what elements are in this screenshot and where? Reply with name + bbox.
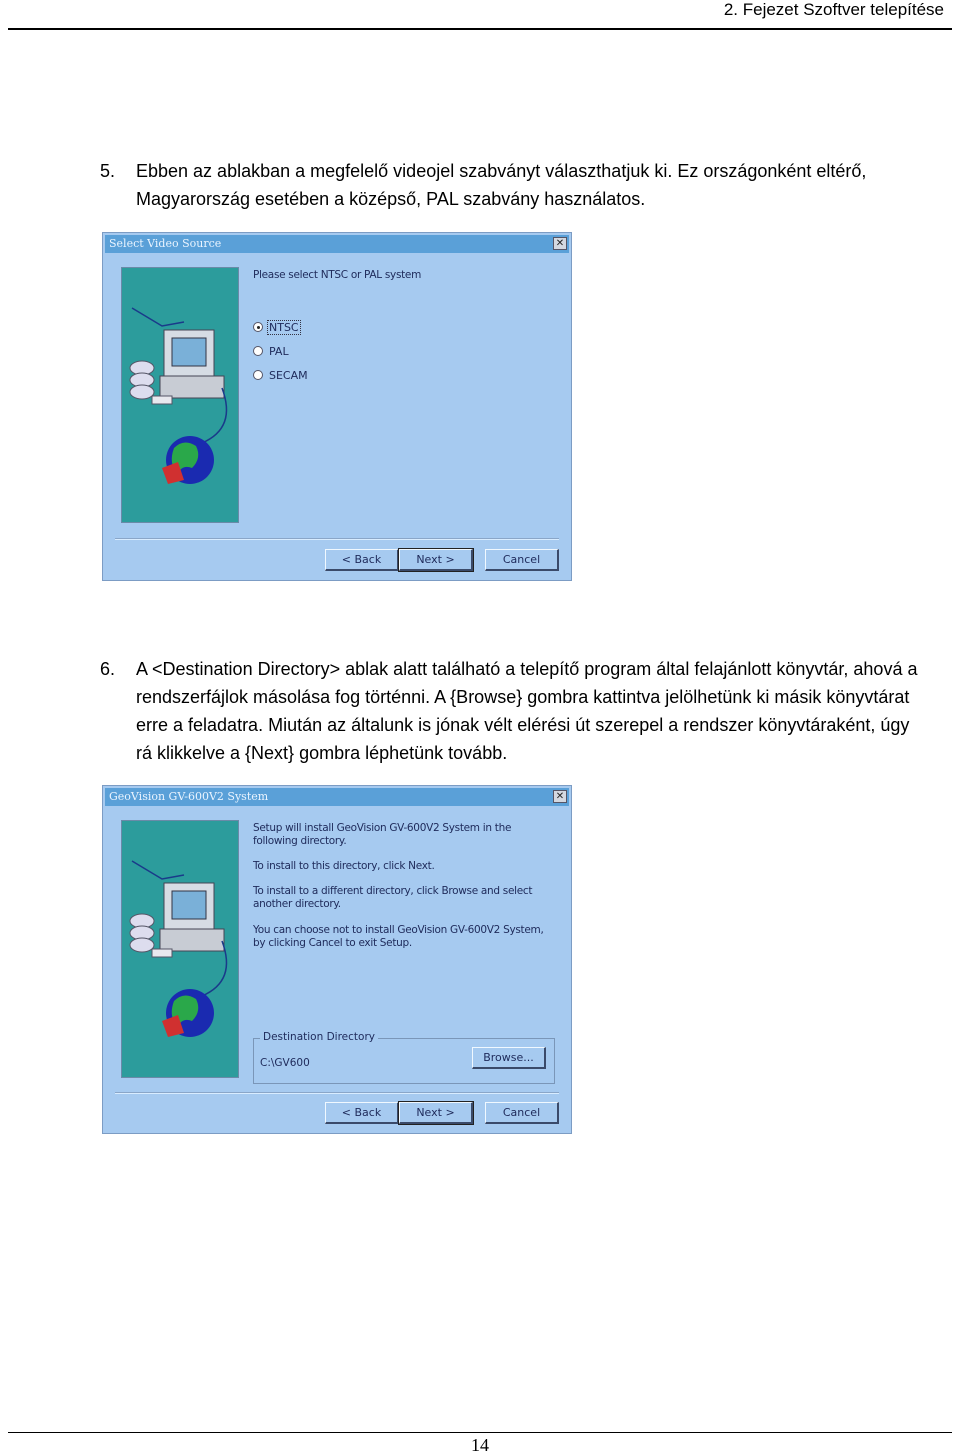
computer-icon — [122, 268, 239, 523]
prompt-text: Please select NTSC or PAL system — [253, 269, 422, 281]
footer-rule — [8, 1432, 952, 1433]
title-bar[interactable] — [105, 788, 569, 806]
select-video-source-dialog — [102, 232, 572, 581]
geovision-setup-dialog — [102, 785, 572, 1134]
radio-button[interactable] — [253, 322, 263, 332]
dialog-title: GeoVision GV-600V2 System — [109, 790, 269, 803]
radio-button[interactable] — [253, 370, 263, 380]
header-rule — [8, 28, 952, 30]
setup-illustration — [121, 267, 239, 523]
back-button[interactable]: < Back — [325, 1102, 399, 1124]
radio-label: NTSC — [269, 320, 299, 334]
cancel-button[interactable]: Cancel — [485, 549, 559, 571]
setup-illustration — [121, 820, 239, 1078]
title-bar[interactable] — [105, 235, 569, 253]
globe-icon — [162, 989, 214, 1037]
paragraph-text: Ebben az ablakban a megfelelő videojel szabványt választhatjuk ki. Ez országonként eltérő, Magyarország esetében a középső, PAL szabvány használatos. — [136, 161, 867, 209]
close-icon[interactable]: ✕ — [553, 237, 567, 250]
close-icon[interactable]: ✕ — [553, 790, 567, 803]
separator — [115, 1092, 559, 1094]
destination-directory-group — [253, 1031, 555, 1084]
disc-icon — [130, 914, 154, 952]
setup-info-line-2: To install to this directory, click Next. — [253, 860, 435, 872]
separator — [115, 538, 559, 540]
radio-pal[interactable] — [253, 343, 290, 359]
computer-icon — [122, 821, 239, 1078]
setup-info-line-3: To install to a different directory, click Browse and select another directory. — [253, 885, 533, 910]
setup-info-line-4: You can choose not to install GeoVision GV-600V2 System, by clicking Cancel to exit Setup. — [253, 924, 544, 949]
setup-info-line-1: Setup will install GeoVision GV-600V2 System in the following directory. — [253, 822, 512, 847]
radio-label: PAL — [269, 344, 289, 358]
next-button[interactable]: Next > — [399, 1102, 473, 1124]
page-number: 14 — [471, 1435, 489, 1455]
destination-path: C:\GV600 — [260, 1057, 310, 1069]
radio-label: SECAM — [269, 368, 308, 382]
chapter-header: 2. Fejezet Szoftver telepítése — [723, 0, 944, 19]
paragraph-5 — [100, 157, 930, 213]
dialog-title: Select Video Source — [109, 237, 222, 250]
radio-ntsc[interactable] — [253, 319, 300, 335]
browse-button[interactable]: Browse... — [472, 1047, 546, 1069]
globe-icon — [162, 436, 214, 484]
paragraph-text: A <Destination Directory> ablak alatt található a telepítő program által felajánlott könyvtár, ahová a rendszerfájlok másolása fog történni. A {Browse} gombra kattintva jelölhetünk ki másik könyvtárat erre a feladatra. Miután az általunk is jónak vélt elérési út szerepel a rendszer könyvtáraként, úgy rá klikkelve a {Next} gombra léphetünk tovább. — [136, 659, 918, 763]
disc-icon — [130, 361, 154, 399]
destination-directory-label: Destination Directory — [260, 1031, 378, 1043]
paragraph-number: 6. — [100, 659, 116, 679]
back-button[interactable]: < Back — [325, 549, 399, 571]
radio-button[interactable] — [253, 346, 263, 356]
paragraph-number: 5. — [100, 161, 116, 181]
radio-secam[interactable] — [253, 367, 309, 383]
next-button[interactable]: Next > — [399, 549, 473, 571]
paragraph-6 — [100, 655, 930, 767]
cancel-button[interactable]: Cancel — [485, 1102, 559, 1124]
